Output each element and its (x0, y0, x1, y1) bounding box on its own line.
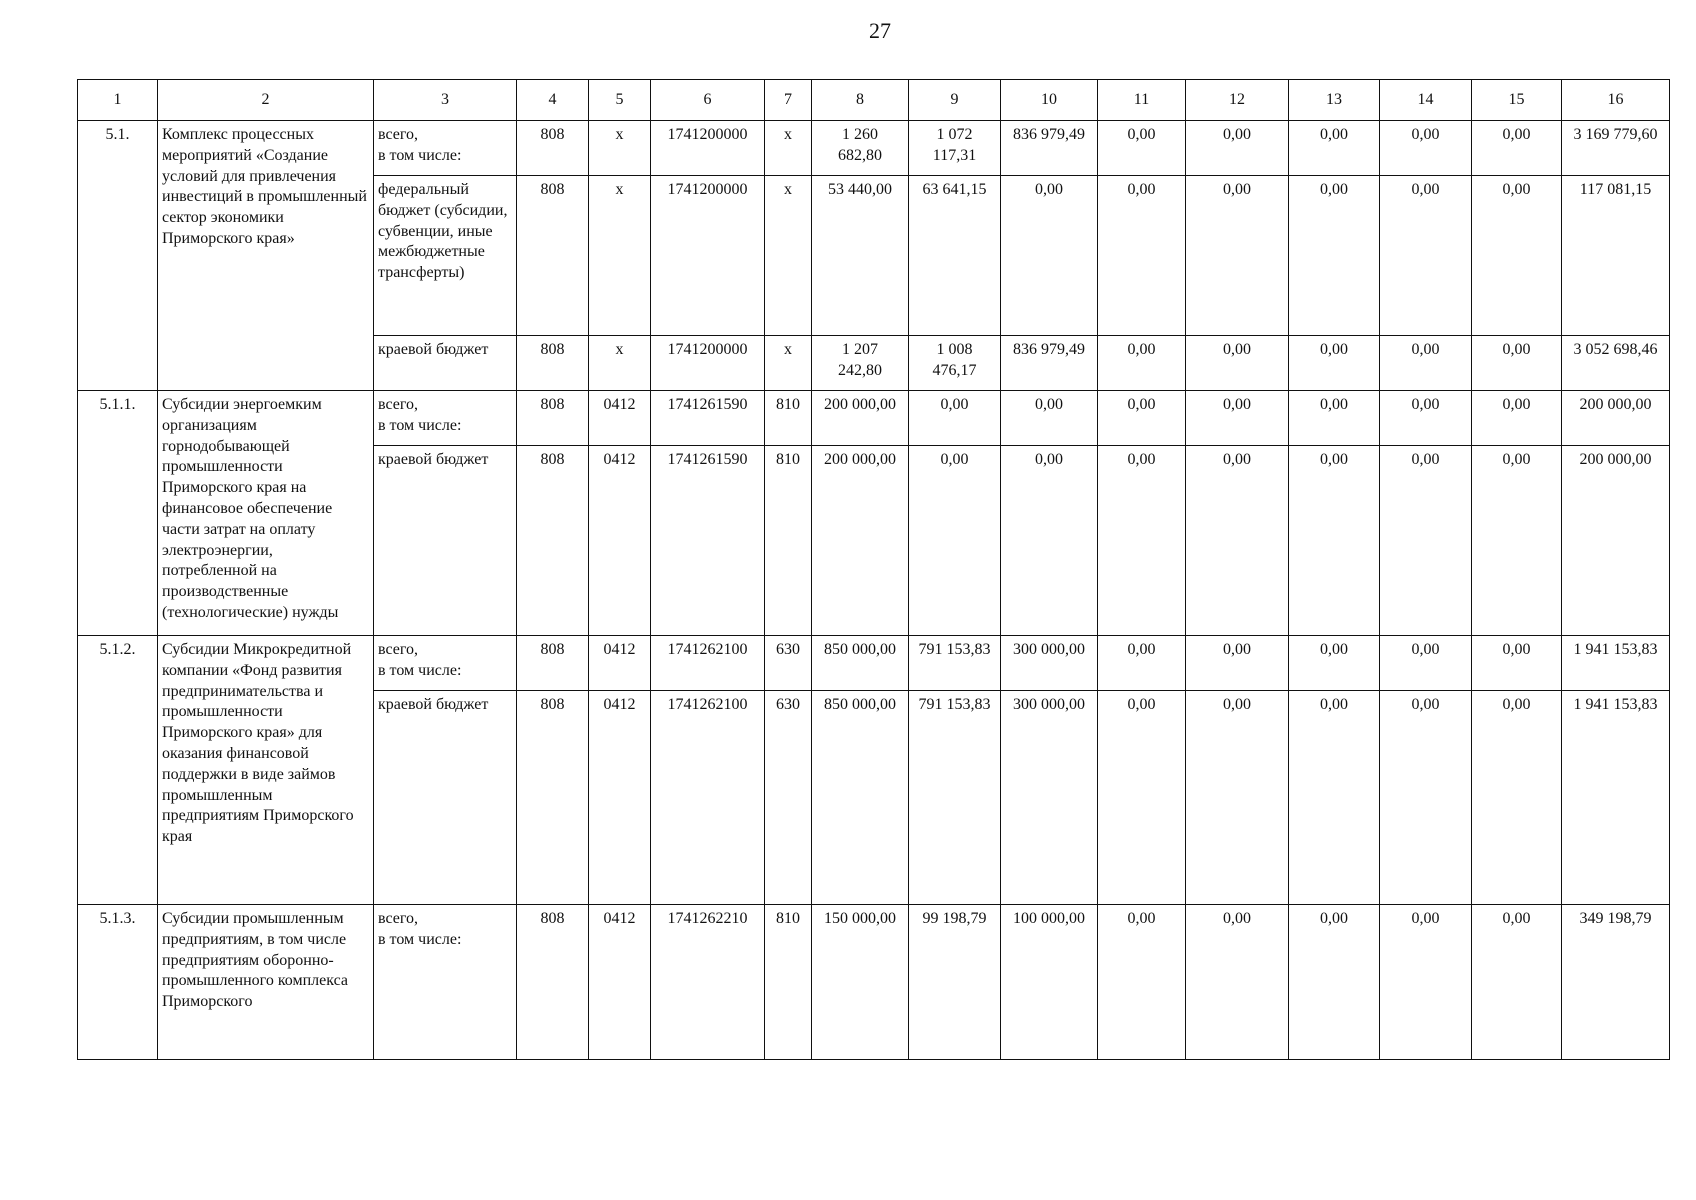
column-number: 3 (374, 80, 517, 121)
amount-col-8: 850 000,00 (812, 636, 909, 691)
column-number: 11 (1098, 80, 1186, 121)
amount-col-13: 0,00 (1289, 176, 1380, 336)
item-number: 5.1.1. (78, 391, 158, 636)
column-number: 14 (1380, 80, 1472, 121)
amount-col-12: 0,00 (1186, 636, 1289, 691)
page-number: 27 (869, 18, 891, 43)
target-article-code: 1741261590 (651, 446, 765, 636)
amount-col-14: 0,00 (1380, 391, 1472, 446)
column-number: 6 (651, 80, 765, 121)
amount-total: 200 000,00 (1562, 391, 1670, 446)
amount-col-9: 791 153,83 (909, 691, 1001, 905)
grbs-code: 808 (517, 691, 589, 905)
expense-type-code: 810 (765, 905, 812, 1060)
amount-col-8: 200 000,00 (812, 446, 909, 636)
amount-col-9: 99 198,79 (909, 905, 1001, 1060)
amount-total: 3 052 698,46 (1562, 336, 1670, 391)
section-code: 0412 (589, 691, 651, 905)
table-row (78, 905, 1670, 1060)
amount-total: 1 941 153,83 (1562, 691, 1670, 905)
amount-col-8: 200 000,00 (812, 391, 909, 446)
amount-col-15: 0,00 (1472, 691, 1562, 905)
amount-col-10: 100 000,00 (1001, 905, 1098, 1060)
expense-type-code: 810 (765, 391, 812, 446)
column-number: 7 (765, 80, 812, 121)
column-number: 9 (909, 80, 1001, 121)
amount-total: 200 000,00 (1562, 446, 1670, 636)
amount-col-8: 53 440,00 (812, 176, 909, 336)
table-row (78, 636, 1670, 691)
amount-col-13: 0,00 (1289, 446, 1380, 636)
funding-source: краевой бюджет (374, 336, 517, 391)
funding-source: краевой бюджет (374, 446, 517, 636)
amount-col-14: 0,00 (1380, 691, 1472, 905)
target-article-code: 1741200000 (651, 121, 765, 176)
amount-col-14: 0,00 (1380, 905, 1472, 1060)
amount-col-11: 0,00 (1098, 636, 1186, 691)
funding-source: всего, в том числе: (374, 905, 517, 1060)
amount-col-15: 0,00 (1472, 391, 1562, 446)
amount-col-11: 0,00 (1098, 391, 1186, 446)
target-article-code: 1741262100 (651, 636, 765, 691)
amount-col-13: 0,00 (1289, 121, 1380, 176)
column-number-row (78, 80, 1670, 121)
expense-type-code: 630 (765, 636, 812, 691)
table-row (78, 391, 1670, 446)
section-code: x (589, 336, 651, 391)
expense-type-code: x (765, 336, 812, 391)
grbs-code: 808 (517, 391, 589, 446)
expense-type-code: 630 (765, 691, 812, 905)
section-code: x (589, 176, 651, 336)
amount-col-9: 1 072 117,31 (909, 121, 1001, 176)
amount-col-14: 0,00 (1380, 336, 1472, 391)
target-article-code: 1741262210 (651, 905, 765, 1060)
target-article-code: 1741200000 (651, 336, 765, 391)
amount-col-9: 1 008 476,17 (909, 336, 1001, 391)
expense-type-code: x (765, 121, 812, 176)
amount-col-10: 0,00 (1001, 446, 1098, 636)
column-number: 13 (1289, 80, 1380, 121)
column-number: 4 (517, 80, 589, 121)
amount-total: 1 941 153,83 (1562, 636, 1670, 691)
section-code: 0412 (589, 636, 651, 691)
amount-col-15: 0,00 (1472, 336, 1562, 391)
amount-col-15: 0,00 (1472, 636, 1562, 691)
grbs-code: 808 (517, 905, 589, 1060)
amount-col-14: 0,00 (1380, 636, 1472, 691)
column-number: 10 (1001, 80, 1098, 121)
amount-col-9: 63 641,15 (909, 176, 1001, 336)
amount-col-12: 0,00 (1186, 391, 1289, 446)
amount-col-12: 0,00 (1186, 446, 1289, 636)
column-number: 2 (158, 80, 374, 121)
amount-col-9: 791 153,83 (909, 636, 1001, 691)
amount-col-8: 1 260 682,80 (812, 121, 909, 176)
column-number: 1 (78, 80, 158, 121)
column-number: 5 (589, 80, 651, 121)
amount-col-15: 0,00 (1472, 176, 1562, 336)
funding-source: всего, в том числе: (374, 636, 517, 691)
program-funding-table (77, 79, 1670, 1060)
amount-col-10: 0,00 (1001, 176, 1098, 336)
amount-col-10: 836 979,49 (1001, 336, 1098, 391)
funding-source: всего, в том числе: (374, 121, 517, 176)
amount-col-10: 300 000,00 (1001, 636, 1098, 691)
item-number: 5.1. (78, 121, 158, 391)
amount-col-13: 0,00 (1289, 691, 1380, 905)
item-number: 5.1.3. (78, 905, 158, 1060)
amount-col-12: 0,00 (1186, 691, 1289, 905)
grbs-code: 808 (517, 336, 589, 391)
section-code: 0412 (589, 446, 651, 636)
amount-total: 349 198,79 (1562, 905, 1670, 1060)
amount-col-13: 0,00 (1289, 636, 1380, 691)
target-article-code: 1741200000 (651, 176, 765, 336)
funding-source: краевой бюджет (374, 691, 517, 905)
amount-col-15: 0,00 (1472, 121, 1562, 176)
amount-col-10: 836 979,49 (1001, 121, 1098, 176)
amount-col-12: 0,00 (1186, 336, 1289, 391)
amount-col-12: 0,00 (1186, 121, 1289, 176)
expense-type-code: 810 (765, 446, 812, 636)
amount-total: 117 081,15 (1562, 176, 1670, 336)
amount-col-13: 0,00 (1289, 391, 1380, 446)
column-number: 12 (1186, 80, 1289, 121)
grbs-code: 808 (517, 176, 589, 336)
amount-col-13: 0,00 (1289, 905, 1380, 1060)
section-code: 0412 (589, 905, 651, 1060)
amount-col-8: 850 000,00 (812, 691, 909, 905)
amount-col-11: 0,00 (1098, 121, 1186, 176)
item-number: 5.1.2. (78, 636, 158, 905)
amount-col-14: 0,00 (1380, 176, 1472, 336)
funding-source: всего, в том числе: (374, 391, 517, 446)
amount-col-11: 0,00 (1098, 176, 1186, 336)
section-code: x (589, 121, 651, 176)
amount-col-10: 0,00 (1001, 391, 1098, 446)
amount-col-10: 300 000,00 (1001, 691, 1098, 905)
amount-col-11: 0,00 (1098, 336, 1186, 391)
amount-col-13: 0,00 (1289, 336, 1380, 391)
amount-col-15: 0,00 (1472, 905, 1562, 1060)
item-name: Комплекс процессных мероприятий «Создание условий для привлечения инвестиций в промышленный сектор экономики Приморского края» (158, 121, 374, 391)
amount-col-12: 0,00 (1186, 176, 1289, 336)
item-name: Субсидии энергоемким организациям горнодобывающей промышленности Приморского края на финансовое обеспечение части затрат на оплату электроэнергии, потребленной на производственные (технологические) нужды (158, 391, 374, 636)
grbs-code: 808 (517, 121, 589, 176)
amount-col-11: 0,00 (1098, 905, 1186, 1060)
item-name: Субсидии Микрокредитной компании «Фонд развития предпринимательства и промышленности Приморского края» для оказания финансовой поддержки в виде займов промышленным предприятиям Приморского края (158, 636, 374, 905)
amount-col-11: 0,00 (1098, 691, 1186, 905)
item-name: Субсидии промышленным предприятиям, в том числе предприятиям оборонно-промышленного комплекса Приморского (158, 905, 374, 1060)
target-article-code: 1741262100 (651, 691, 765, 905)
amount-col-9: 0,00 (909, 391, 1001, 446)
section-code: 0412 (589, 391, 651, 446)
funding-source: федеральный бюджет (субсидии, субвенции, иные межбюджетные трансферты) (374, 176, 517, 336)
amount-col-15: 0,00 (1472, 446, 1562, 636)
column-number: 15 (1472, 80, 1562, 121)
table-row (78, 121, 1670, 176)
amount-col-11: 0,00 (1098, 446, 1186, 636)
amount-col-14: 0,00 (1380, 446, 1472, 636)
grbs-code: 808 (517, 446, 589, 636)
column-number: 16 (1562, 80, 1670, 121)
target-article-code: 1741261590 (651, 391, 765, 446)
amount-total: 3 169 779,60 (1562, 121, 1670, 176)
grbs-code: 808 (517, 636, 589, 691)
amount-col-14: 0,00 (1380, 121, 1472, 176)
amount-col-8: 1 207 242,80 (812, 336, 909, 391)
column-number: 8 (812, 80, 909, 121)
expense-type-code: x (765, 176, 812, 336)
amount-col-8: 150 000,00 (812, 905, 909, 1060)
amount-col-12: 0,00 (1186, 905, 1289, 1060)
amount-col-9: 0,00 (909, 446, 1001, 636)
